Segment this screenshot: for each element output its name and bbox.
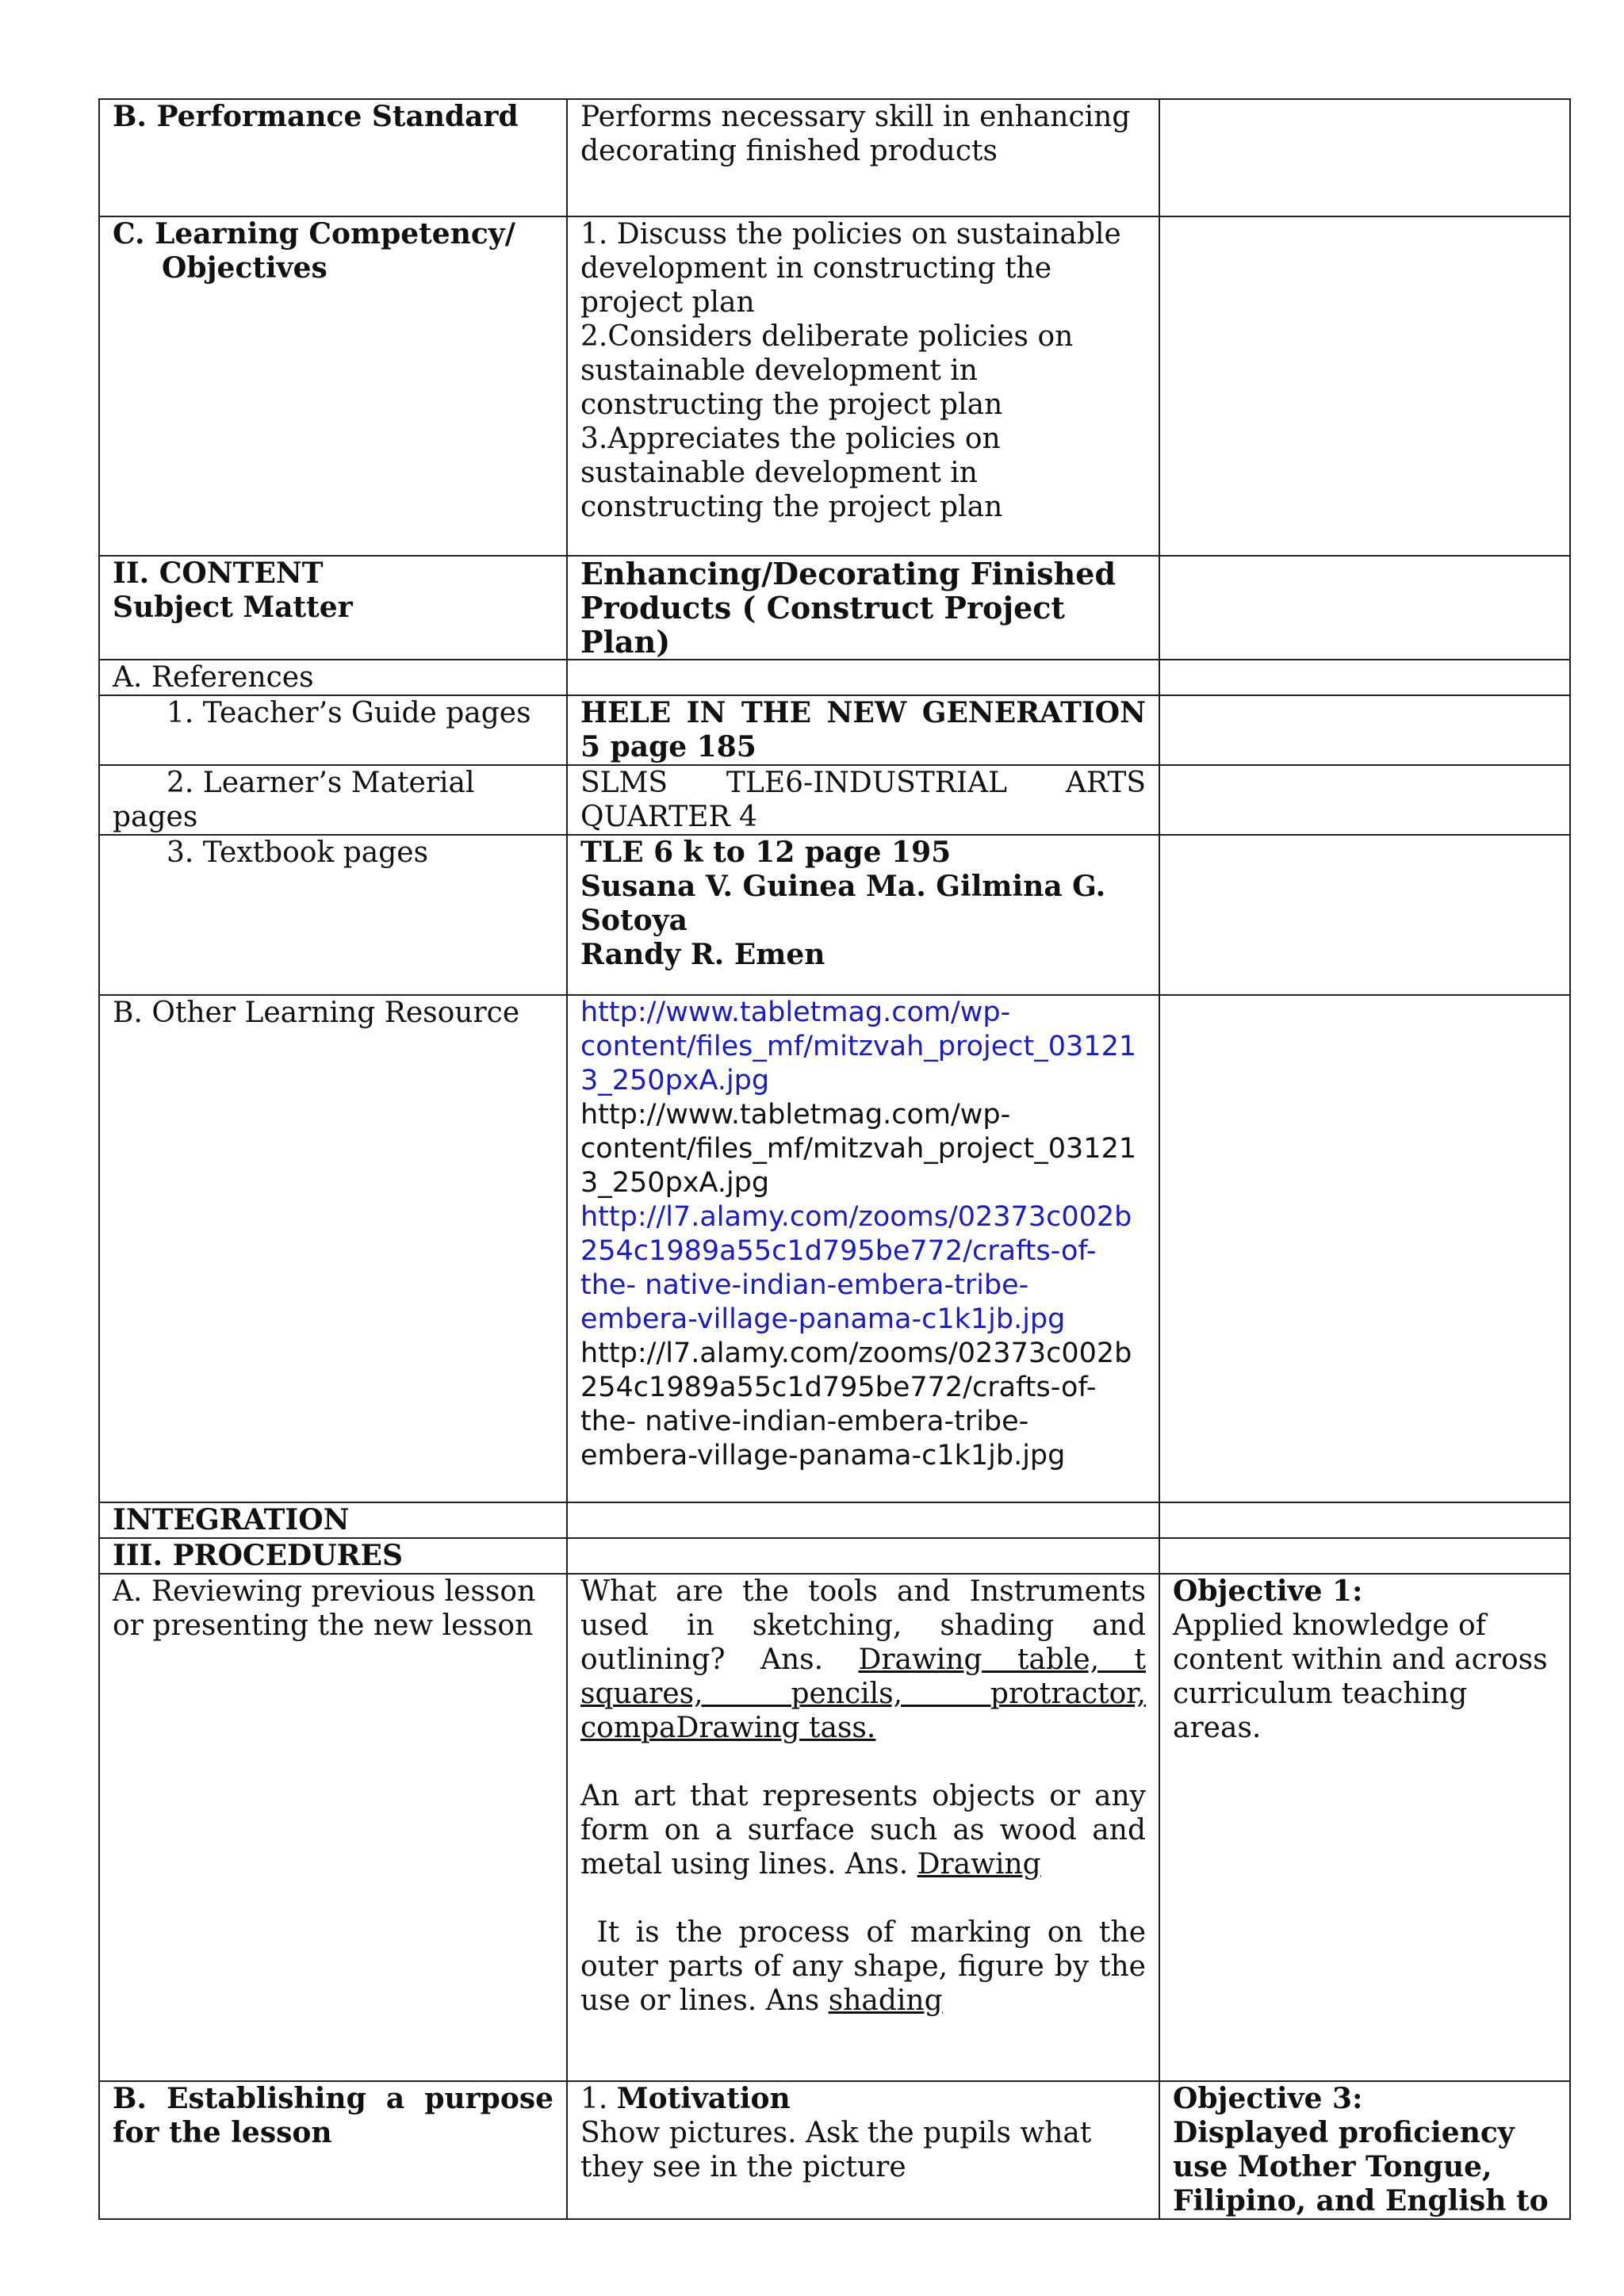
- resource-link-2: http://www.tabletmag.com/wp-content/files_mf/mitzvah_project_031213_250pxA.jpg: [580, 1099, 1137, 1199]
- row-other-resources: [99, 995, 1570, 1502]
- learners-material-label-line2: pages: [113, 801, 198, 833]
- review-answer-1: Drawing table, t squares, pencils, protractor, compaDrawing tass.: [580, 1644, 1147, 1744]
- lesson-plan-table: [98, 98, 1571, 2220]
- purpose-motivation-number: 1.: [580, 2083, 617, 2115]
- teachers-guide-notes: [1159, 695, 1570, 765]
- textbook-notes: [1159, 835, 1570, 995]
- review-question-3-text: It is the process of marking on the outer parts of any shape, figure by the use or lines. Ans: [580, 1916, 1155, 2017]
- textbook-line-2: Susana V. Guinea Ma. Gilmina G. Sotoya: [580, 870, 1106, 937]
- learning-competency-label-line2: Objectives: [162, 251, 327, 285]
- textbook-line-1: TLE 6 k to 12 page 195: [580, 836, 952, 869]
- row-references: [99, 660, 1570, 695]
- textbook-value: [567, 835, 1159, 995]
- objective-item-3: 3.Appreciates the policies on sustainable development in constructing the project plan: [580, 423, 1003, 523]
- learning-competency-label-line1: C. Learning Competency/: [113, 217, 515, 251]
- integration-label: INTEGRATION: [99, 1502, 567, 1538]
- content-label-line2: Subject Matter: [113, 591, 353, 624]
- teachers-guide-value: HELE IN THE NEW GENERATION 5 page 185: [567, 695, 1159, 765]
- purpose-objective-text: Displayed proficiency use Mother Tongue, Filipino, and English to: [1173, 2116, 1549, 2218]
- learners-material-value: SLMS TLE6-INDUSTRIAL ARTS QUARTER 4: [567, 765, 1159, 835]
- learners-material-label-line1: 2. Learner’s Material: [167, 767, 475, 799]
- row-performance-standard: [99, 99, 1570, 216]
- content-notes: [1159, 556, 1570, 660]
- review-answer-2: Drawing: [917, 1848, 1041, 1881]
- review-answer-3: shading: [828, 1984, 943, 2017]
- content-label-line1: II. CONTENT: [113, 557, 324, 590]
- textbook-label: 3. Textbook pages: [99, 835, 567, 995]
- objective-item-1: 1. Discuss the policies on sustainable development in constructing the project plan: [580, 218, 1121, 319]
- learners-material-notes: [1159, 765, 1570, 835]
- row-integration: [99, 1502, 1570, 1538]
- references-value: [567, 660, 1159, 695]
- resource-link-4: http://l7.alamy.com/zooms/02373c002b254c1989a55c1d795be772/crafts-of-the- native-indian-embera-tribe-embera-village-panama-c1k1jb.jpg: [580, 1337, 1132, 1471]
- review-objective: [1159, 1574, 1570, 2081]
- procedures-notes: [1159, 1538, 1570, 1574]
- other-resources-notes: [1159, 995, 1570, 1502]
- review-label: A. Reviewing previous lesson or presenting the new lesson: [99, 1574, 567, 2081]
- objective-item-2: 2.Considers deliberate policies on sustainable development in constructing the project plan: [580, 320, 1074, 421]
- teachers-guide-label: 1. Teacher’s Guide pages: [99, 695, 567, 765]
- purpose-motivation-heading: [580, 2082, 1146, 2116]
- row-content: [99, 556, 1570, 660]
- other-resources-links: [567, 995, 1159, 1502]
- learning-competency-label: [99, 216, 567, 556]
- lesson-plan-page: [98, 98, 1569, 2220]
- review-objective-title: Objective 1:: [1173, 1575, 1363, 1608]
- content-label: [99, 556, 567, 660]
- row-review: [99, 1574, 1570, 2081]
- row-teachers-guide: [99, 695, 1570, 765]
- purpose-objective-title: Objective 3:: [1173, 2082, 1363, 2115]
- references-notes: [1159, 660, 1570, 695]
- purpose-label: B. Establishing a purpose for the lesson: [99, 2081, 567, 2219]
- purpose-objective: [1159, 2081, 1570, 2219]
- row-purpose: [99, 2081, 1570, 2219]
- learning-competency-notes: [1159, 216, 1570, 556]
- performance-standard-notes: [1159, 99, 1570, 216]
- review-spacer-2: [580, 1881, 1146, 1915]
- review-question-1-text: What are the tools and Instruments used in sketching, shading and outlining? Ans.: [580, 1575, 1146, 1676]
- review-objective-text: Applied knowledge of content within and across curriculum teaching areas.: [1173, 1609, 1548, 1744]
- textbook-line-3: Randy R. Emen: [580, 938, 825, 971]
- resource-link-3[interactable]: http://l7.alamy.com/zooms/02373c002b254c1989a55c1d795be772/crafts-of-the- native-indian-embera-tribe-embera-village-panama-c1k1jb.jpg: [580, 1201, 1132, 1335]
- review-question-1: [580, 1575, 1146, 1745]
- review-question-3: [580, 1915, 1155, 2018]
- review-question-2-text: An art that represents objects or any form on a surface such as wood and metal using lines. Ans.: [580, 1780, 1146, 1881]
- row-learners-material: [99, 765, 1570, 835]
- row-textbook: [99, 835, 1570, 995]
- learners-material-label: [99, 765, 567, 835]
- procedures-value: [567, 1538, 1159, 1574]
- content-title: Enhancing/Decorating Finished Products ( Construct Project Plan): [567, 556, 1159, 660]
- integration-notes: [1159, 1502, 1570, 1538]
- integration-value: [567, 1502, 1159, 1538]
- references-label: A. References: [99, 660, 567, 695]
- performance-standard-text: Performs necessary skill in enhancing decorating finished products: [567, 99, 1159, 216]
- procedures-label: III. PROCEDURES: [99, 1538, 567, 1574]
- purpose-motivation-text: Show pictures. Ask the pupils what they see in the picture: [580, 2117, 1092, 2183]
- review-spacer-1: [580, 1745, 1146, 1779]
- purpose-content: [567, 2081, 1159, 2219]
- review-question-2: [580, 1779, 1146, 1881]
- row-learning-competency: [99, 216, 1570, 556]
- learning-competency-objectives: [567, 216, 1159, 556]
- row-procedures: [99, 1538, 1570, 1574]
- performance-standard-label: B. Performance Standard: [99, 99, 567, 216]
- review-content: [567, 1574, 1159, 2081]
- other-resources-label: B. Other Learning Resource: [99, 995, 567, 1502]
- resource-link-1[interactable]: http://www.tabletmag.com/wp-content/files_mf/mitzvah_project_031213_250pxA.jpg: [580, 997, 1137, 1096]
- purpose-motivation-title: Motivation: [616, 2082, 791, 2115]
